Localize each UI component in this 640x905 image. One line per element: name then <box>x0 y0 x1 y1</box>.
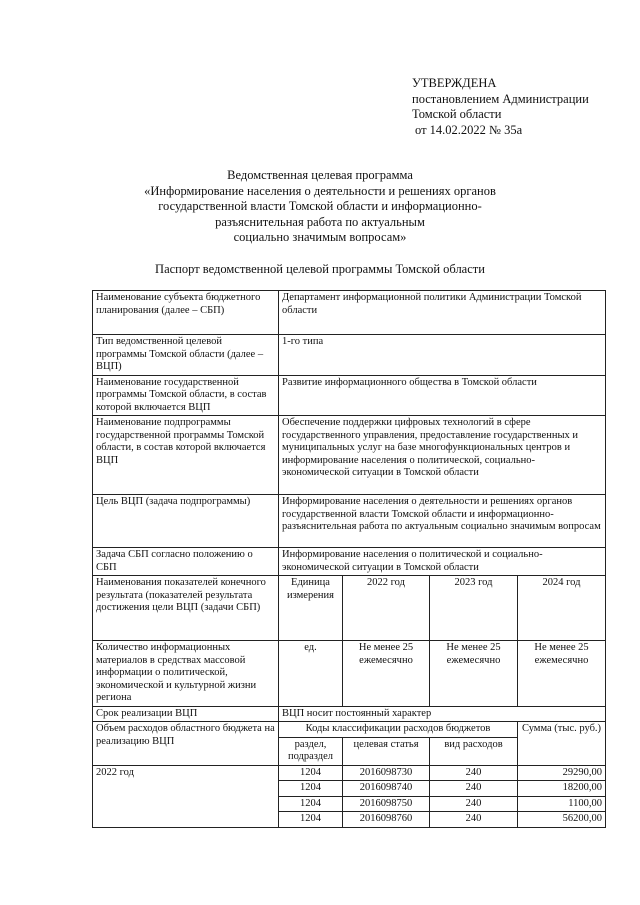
row-label: Наименование государственной программы Томской области, в состав которой включается ВЦП <box>93 375 279 416</box>
approval-stamp <box>412 76 627 138</box>
row-label: Задача СБП согласно положению о СБП <box>93 548 279 576</box>
budget-kind: 240 <box>430 796 518 812</box>
row-label: Количество информационных материалов в средствах массовой информации о политической, экономической и культурной жизни региона <box>93 641 279 707</box>
table-row <box>93 576 606 641</box>
table-row <box>93 495 606 548</box>
table-row <box>93 375 606 416</box>
program-title-line: государственной власти Томской области и информационно- <box>158 199 482 213</box>
row-value: Обеспечение поддержки цифровых технологий в сфере государственного управления, предоставление государственных и муниципальных услуг на базе многофункциональных центров и информирование населения о политической, социально-экономической ситуации в Томской области <box>279 416 606 495</box>
table-row <box>93 706 606 722</box>
program-title-line: Ведомственная целевая программа <box>227 168 413 182</box>
passport-title: Паспорт ведомственной целевой программы Томской области <box>155 262 485 276</box>
budget-target: 2016098740 <box>343 781 430 797</box>
row-label: Цель ВЦП (задача подпрограммы) <box>93 495 279 548</box>
budget-section: 1204 <box>279 796 343 812</box>
year-header: 2023 год <box>430 576 518 641</box>
row-label: Наименования показателей конечного результата (показателей результата достижения цели ВЦП (задачи СБП) <box>93 576 279 641</box>
indicator-value: Не менее 25 ежемесячно <box>518 641 606 707</box>
approval-date: от 14.02.2022 № 35а <box>415 122 523 137</box>
row-label: Тип ведомственной целевой программы Томской области (далее – ВЦП) <box>93 335 279 376</box>
indicator-value: Не менее 25 ежемесячно <box>343 641 430 707</box>
row-label: Объем расходов областного бюджета на реализацию ВЦП <box>93 722 279 766</box>
row-value: Развитие информационного общества в Томской области <box>279 375 606 416</box>
table-row <box>93 291 606 335</box>
passport-table <box>92 290 606 828</box>
budget-section: 1204 <box>279 765 343 781</box>
program-title-line: разъяснительная работа по актуальным <box>215 214 425 229</box>
indicator-value: Не менее 25 ежемесячно <box>430 641 518 707</box>
budget-section: 1204 <box>279 781 343 797</box>
table-row <box>93 641 606 707</box>
table-row <box>93 416 606 495</box>
budget-target: 2016098730 <box>343 765 430 781</box>
budget-target: 2016098750 <box>343 796 430 812</box>
row-value: Информирование населения о политической и социально-экономической ситуации в Томской области <box>279 548 606 576</box>
row-value: Департамент информационной политики Администрации Томской области <box>279 291 606 335</box>
section-header: раздел, подраздел <box>279 737 343 765</box>
sum-header: Сумма (тыс. руб.) <box>518 722 606 766</box>
table-row <box>93 335 606 376</box>
budget-kind: 240 <box>430 781 518 797</box>
budget-kind: 240 <box>430 765 518 781</box>
year-header: 2022 год <box>343 576 430 641</box>
budget-sum: 56200,00 <box>518 812 606 828</box>
budget-kind: 240 <box>430 812 518 828</box>
budget-sum: 29290,00 <box>518 765 606 781</box>
row-value: ВЦП носит постоянный характер <box>279 706 606 722</box>
codes-header: Коды классификации расходов бюджетов <box>279 722 518 738</box>
table-row <box>93 765 606 781</box>
budget-year: 2022 год <box>93 765 279 827</box>
program-title-line: «Информирование населения о деятельности и решениях органов <box>144 183 496 198</box>
table-row <box>93 548 606 576</box>
kind-header: вид расходов <box>430 737 518 765</box>
program-title <box>90 168 550 246</box>
budget-sum: 18200,00 <box>518 781 606 797</box>
year-header: 2024 год <box>518 576 606 641</box>
approval-heading: УТВЕРЖДЕНА <box>412 76 497 90</box>
approval-line: Томской области <box>412 107 502 121</box>
budget-section: 1204 <box>279 812 343 828</box>
row-label: Наименование подпрограммы государственной программы Томской области, в состав которой включается ВЦП <box>93 416 279 495</box>
target-header: целевая статья <box>343 737 430 765</box>
row-label: Наименование субъекта бюджетного планирования (далее – СБП) <box>93 291 279 335</box>
row-label: Срок реализации ВЦП <box>93 706 279 722</box>
row-value: Информирование населения о деятельности и решениях органов государственной власти Томской области и информационно-разъяснительная работа по актуальным социально значимым вопросам <box>279 495 606 548</box>
budget-sum: 1100,00 <box>518 796 606 812</box>
row-value: 1-го типа <box>279 335 606 376</box>
table-row <box>93 722 606 738</box>
unit-header: Единица измерения <box>279 576 343 641</box>
approval-line: постановлением Администрации <box>412 91 589 106</box>
budget-target: 2016098760 <box>343 812 430 828</box>
program-title-line: социально значимым вопросам» <box>233 230 407 244</box>
indicator-unit: ед. <box>279 641 343 707</box>
